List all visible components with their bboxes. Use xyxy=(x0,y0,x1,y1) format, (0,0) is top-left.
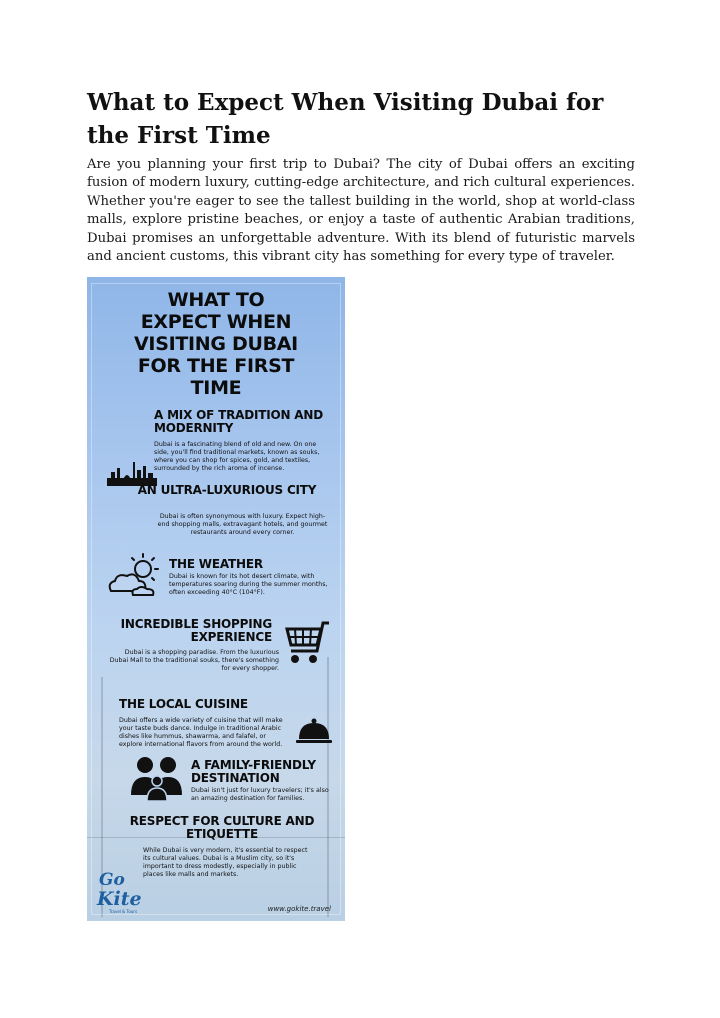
family-icon xyxy=(131,755,183,801)
section-heading-weather: THE WEATHER xyxy=(169,557,263,571)
section-text-luxury: Dubai is often synonymous with luxury. Expect high-end shopping malls, extravagant hotels, and gourmet restaurants around every corner. xyxy=(157,513,328,537)
section-text-culture: While Dubai is very modern, it's essential to respect its cultural values. Dubai is a Muslim city, so it's important to dress modestly, especially in public places like malls and markets. xyxy=(143,847,308,879)
shopping-cart-icon xyxy=(283,617,333,667)
section-text-shopping: Dubai is a shopping paradise. From the luxurious Dubai Mall to the traditional souks, there's something for every shopper. xyxy=(109,649,279,673)
section-heading-cuisine: THE LOCAL CUISINE xyxy=(119,697,248,711)
page-title: What to Expect When Visiting Dubai for the First Time xyxy=(87,89,604,149)
section-heading-shopping: INCREDIBLE SHOPPING EXPERIENCE xyxy=(120,617,272,644)
dubai-infographic xyxy=(87,277,345,921)
section-heading-tradition: A MIX OF TRADITION AND MODERNITY xyxy=(154,408,323,435)
section-heading-culture: RESPECT FOR CULTURE AND ETIQUETTE xyxy=(129,814,315,841)
section-heading-luxury: AN ULTRA-LUXURIOUS CITY xyxy=(137,483,317,497)
weather-icon xyxy=(105,551,163,599)
logo-text-go: Go xyxy=(99,870,125,890)
infographic-title: WHAT TO EXPECT WHEN VISITING DUBAI FOR THE FIRST TIME xyxy=(134,289,298,399)
logo-tagline: Travel & Tours xyxy=(109,909,138,914)
section-heading-family: A FAMILY-FRIENDLY DESTINATION xyxy=(191,758,316,785)
website-url: www.gokite.travel xyxy=(267,905,331,913)
section-text-cuisine: Dubai offers a wide variety of cuisine that will make your taste buds dance. Indulge in traditional Arabic dishes like hummus, shawarma, and falafel, or explore international flavors from around the world. xyxy=(119,717,283,749)
section-text-tradition: Dubai is a fascinating blend of old and new. On one side, you'll find traditional markets, known as souks, where you can shop for spices, gold, and textiles, surrounded by the rich aroma of incense. xyxy=(154,441,320,473)
section-text-weather: Dubai is known for its hot desert climate, with temperatures soaring during the summer months, often exceeding 40°C (104°F). xyxy=(169,573,328,597)
intro-paragraph: Are you planning your first trip to Dubai? The city of Dubai offers an exciting fusion of modern luxury, cutting-edge architecture, and rich cultural experiences. Whether you're eager to see the tallest building in the world, shop at world-class malls, explore pristine beaches, or enjoy a taste of authentic Arabian traditions, Dubai promises an unforgettable adventure. With its blend of futuristic marvels and ancient customs, this vibrant city has something for every type of traveler. xyxy=(87,157,635,265)
gokite-logo xyxy=(95,865,141,915)
cloche-icon xyxy=(295,717,333,747)
logo-text-kite: Kite xyxy=(97,888,141,910)
section-text-family: Dubai isn't just for luxury travelers; it's also an amazing destination for families. xyxy=(191,787,329,803)
